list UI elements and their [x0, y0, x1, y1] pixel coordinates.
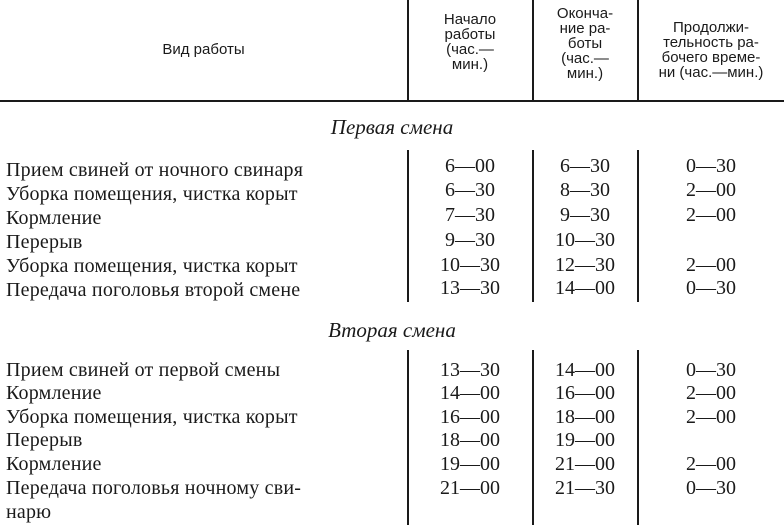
- work-type-cell: Кормление: [6, 382, 102, 404]
- work-type-cell: Передача поголовья второй смене: [6, 279, 301, 301]
- start-time-cell: 9—30: [445, 229, 495, 251]
- end-time-cell: 9—30: [560, 204, 610, 226]
- work-type-cell: Уборка помещения, чистка корыт: [6, 406, 298, 428]
- start-time-cell: 10—30: [440, 254, 500, 276]
- section-title-second-shift: Вторая смена: [328, 318, 456, 342]
- work-type-cell: Прием свиней от ночного свинаря: [6, 159, 304, 181]
- work-type-cell: Перерыв: [6, 231, 83, 253]
- end-time-cell: 21—00: [555, 453, 615, 475]
- work-type-cell: Кормление: [6, 207, 102, 229]
- work-type-cell: Прием свиней от первой смены: [6, 359, 281, 381]
- start-time-cell: 21—00: [440, 477, 500, 499]
- start-time-cell: 6—00: [445, 155, 495, 177]
- start-time-cell: 7—30: [445, 204, 495, 226]
- duration-cell: 0—30: [686, 477, 736, 499]
- start-time-cell: 14—00: [440, 382, 500, 404]
- end-time-cell: 18—00: [555, 406, 615, 428]
- header-bottom-rule: [0, 100, 784, 102]
- header-end: Оконча- ние ра- боты (час.— мин.): [556, 5, 614, 82]
- duration-cell: 0—30: [686, 155, 736, 177]
- start-time-cell: 19—00: [440, 453, 500, 475]
- work-type-cell: Уборка помещения, чистка корыт: [6, 255, 298, 277]
- end-time-cell: 8—30: [560, 179, 610, 201]
- start-time-cell: 13—30: [440, 359, 500, 381]
- end-time-cell: 14—00: [555, 277, 615, 299]
- end-time-cell: 6—30: [560, 155, 610, 177]
- end-time-cell: 14—00: [555, 359, 615, 381]
- duration-cell: 0—30: [686, 359, 736, 381]
- start-time-cell: 16—00: [440, 406, 500, 428]
- header-start: Начало работы (час.— мин.): [443, 11, 497, 73]
- end-time-cell: 12—30: [555, 254, 615, 276]
- duration-cell: 0—30: [686, 277, 736, 299]
- work-type-cell: Передача поголовья ночному сви- нарю: [6, 477, 302, 523]
- duration-cell: 2—00: [686, 254, 736, 276]
- duration-cell: 2—00: [686, 406, 736, 428]
- work-type-cell: Уборка помещения, чистка корыт: [6, 183, 298, 205]
- duration-cell: 2—00: [686, 204, 736, 226]
- start-time-cell: 18—00: [440, 429, 500, 451]
- work-type-cell: Перерыв: [6, 429, 83, 451]
- work-type-cell: Кормление: [6, 453, 102, 475]
- header-duration: Продолжи- тельность ра- бочего време- ни (час.—мин.): [658, 19, 764, 81]
- end-time-cell: 21—30: [555, 477, 615, 499]
- start-time-cell: 6—30: [445, 179, 495, 201]
- duration-cell: 2—00: [686, 382, 736, 404]
- duration-cell: 2—00: [686, 453, 736, 475]
- end-time-cell: 16—00: [555, 382, 615, 404]
- end-time-cell: 10—30: [555, 229, 615, 251]
- section-title-first-shift: Первая смена: [330, 115, 454, 139]
- start-time-cell: 13—30: [440, 277, 500, 299]
- duration-cell: 2—00: [686, 179, 736, 201]
- end-time-cell: 19—00: [555, 429, 615, 451]
- header-work-type: Вид работы: [162, 41, 245, 58]
